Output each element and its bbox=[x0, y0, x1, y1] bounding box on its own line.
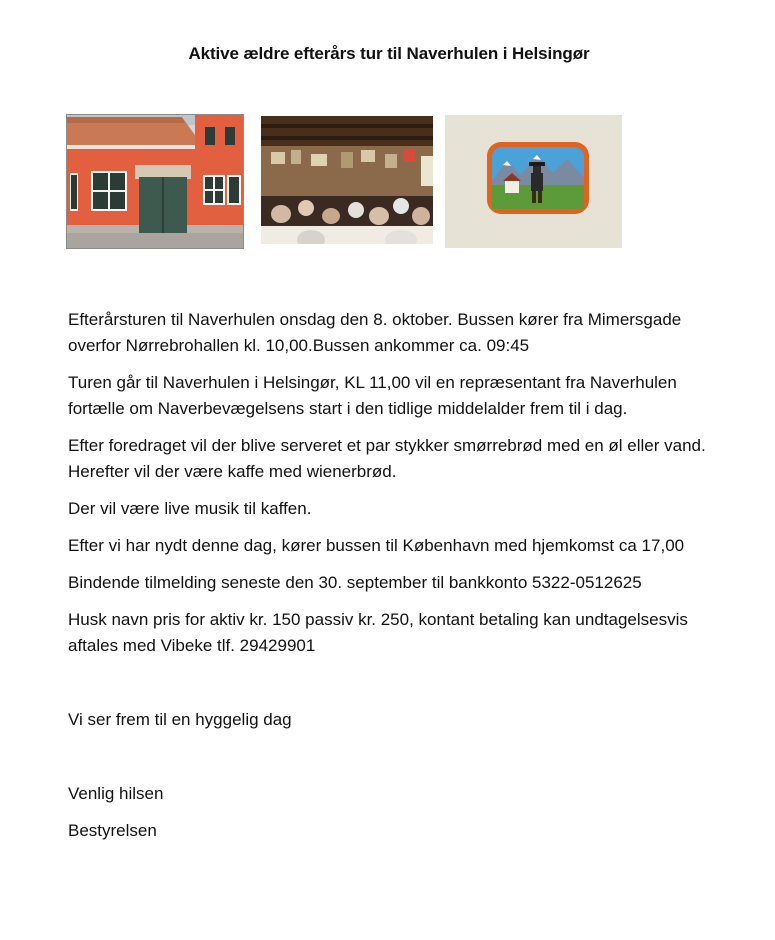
paragraph-return: Efter vi har nydt denne dag, kører bussen til København med hjemkomst ca 17,00 bbox=[68, 536, 685, 555]
paragraph-food: Efter foredraget vil der blive serveret et par stykker smørrebrød med en øl eller vand. Herefter vil der være kaffe med wienerbrød. bbox=[68, 436, 706, 481]
paragraph-price: Husk navn pris for aktiv kr. 150 passiv kr. 250, kontant betaling kan undtagelsesvis aftales med Vibeke tlf. 29429901 bbox=[68, 610, 688, 655]
paragraph-departure: Efterårsturen til Naverhulen onsdag den 8. oktober. Bussen kører fra Mimersgade overfor Nørrebrohallen kl. 10,00.Bussen ankommer ca. 09:45 bbox=[68, 310, 682, 355]
paragraph-registration: Bindende tilmelding seneste den 30. september til bankkonto 5322-0512625 bbox=[68, 573, 642, 592]
letter-body bbox=[68, 307, 713, 855]
paragraph-program: Turen går til Naverhulen i Helsingør, KL 11,00 vil en repræsentant fra Naverhulen fortælle om Naverbevægelsens start i den tidlige middelalder frem til i dag. bbox=[68, 373, 677, 418]
restaurant-interior-photo bbox=[261, 116, 433, 244]
paragraph-music: Der vil være live musik til kaffen. bbox=[68, 499, 312, 518]
red-house-photo bbox=[66, 114, 244, 249]
signoff: Venlig hilsen bbox=[68, 784, 164, 803]
signature: Bestyrelsen bbox=[68, 821, 157, 840]
naver-sign-photo bbox=[445, 115, 622, 248]
closing-line: Vi ser frem til en hyggelig dag bbox=[68, 710, 292, 729]
document-title: Aktive ældre efterårs tur til Naverhulen i Helsingør bbox=[188, 44, 590, 63]
